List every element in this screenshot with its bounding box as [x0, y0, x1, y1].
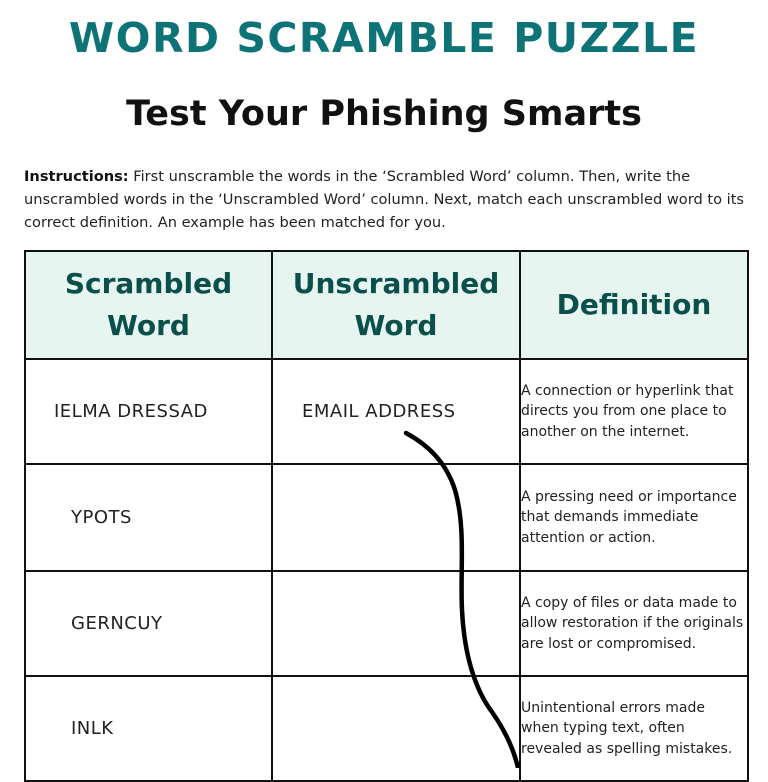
unscrambled-word-cell[interactable] — [272, 571, 520, 676]
puzzle-table — [24, 250, 749, 782]
header-definition: Definition — [520, 251, 748, 359]
table-row — [25, 571, 748, 676]
scrambled-word-cell — [25, 676, 272, 781]
definition-cell — [520, 676, 748, 781]
header-unscrambled-word: Unscrambled Word — [272, 251, 520, 359]
definition-cell — [520, 571, 748, 676]
instructions-label: Instructions: — [24, 168, 129, 185]
definition-text: A copy of files or data made to allow restoration if the originals are lost or compromised. — [521, 594, 744, 652]
definition-text: A connection or hyperlink that directs you from one place to another on the internet. — [521, 382, 734, 440]
scrambled-word-cell — [25, 464, 272, 571]
table-header-row — [25, 251, 748, 359]
definition-cell — [520, 464, 748, 571]
scrambled-word: GERNCUY — [71, 613, 163, 634]
unscrambled-word-cell[interactable] — [272, 464, 520, 571]
page-title: WORD SCRAMBLE PUZZLE — [68, 14, 700, 62]
unscrambled-word: EMAIL ADDRESS — [302, 401, 456, 422]
definition-cell — [520, 359, 748, 464]
table-row — [25, 676, 748, 781]
scrambled-word-cell — [25, 571, 272, 676]
instructions-text: First unscramble the words in the ‘Scrambled Word’ column. Then, write the unscrambled words in the ‘Unscrambled Word’ column. Next, match each unscrambled word to its correct definition. An example has been matched for you. — [24, 168, 745, 231]
table-row — [25, 359, 748, 464]
instructions — [24, 165, 750, 234]
unscrambled-word-cell[interactable] — [272, 676, 520, 781]
unscrambled-word-cell[interactable] — [272, 359, 520, 464]
scrambled-word: YPOTS — [71, 507, 132, 528]
definition-text: Unintentional errors made when typing text, often revealed as spelling mistakes. — [521, 699, 733, 757]
page-subtitle: Test Your Phishing Smarts — [126, 94, 642, 134]
table-row — [25, 464, 748, 571]
definition-text: A pressing need or importance that demands immediate attention or action. — [521, 488, 737, 546]
header-scrambled-word: Scrambled Word — [25, 251, 272, 359]
scrambled-word: INLK — [71, 718, 114, 739]
scrambled-word: IELMA DRESSAD — [54, 401, 208, 422]
scrambled-word-cell — [25, 359, 272, 464]
